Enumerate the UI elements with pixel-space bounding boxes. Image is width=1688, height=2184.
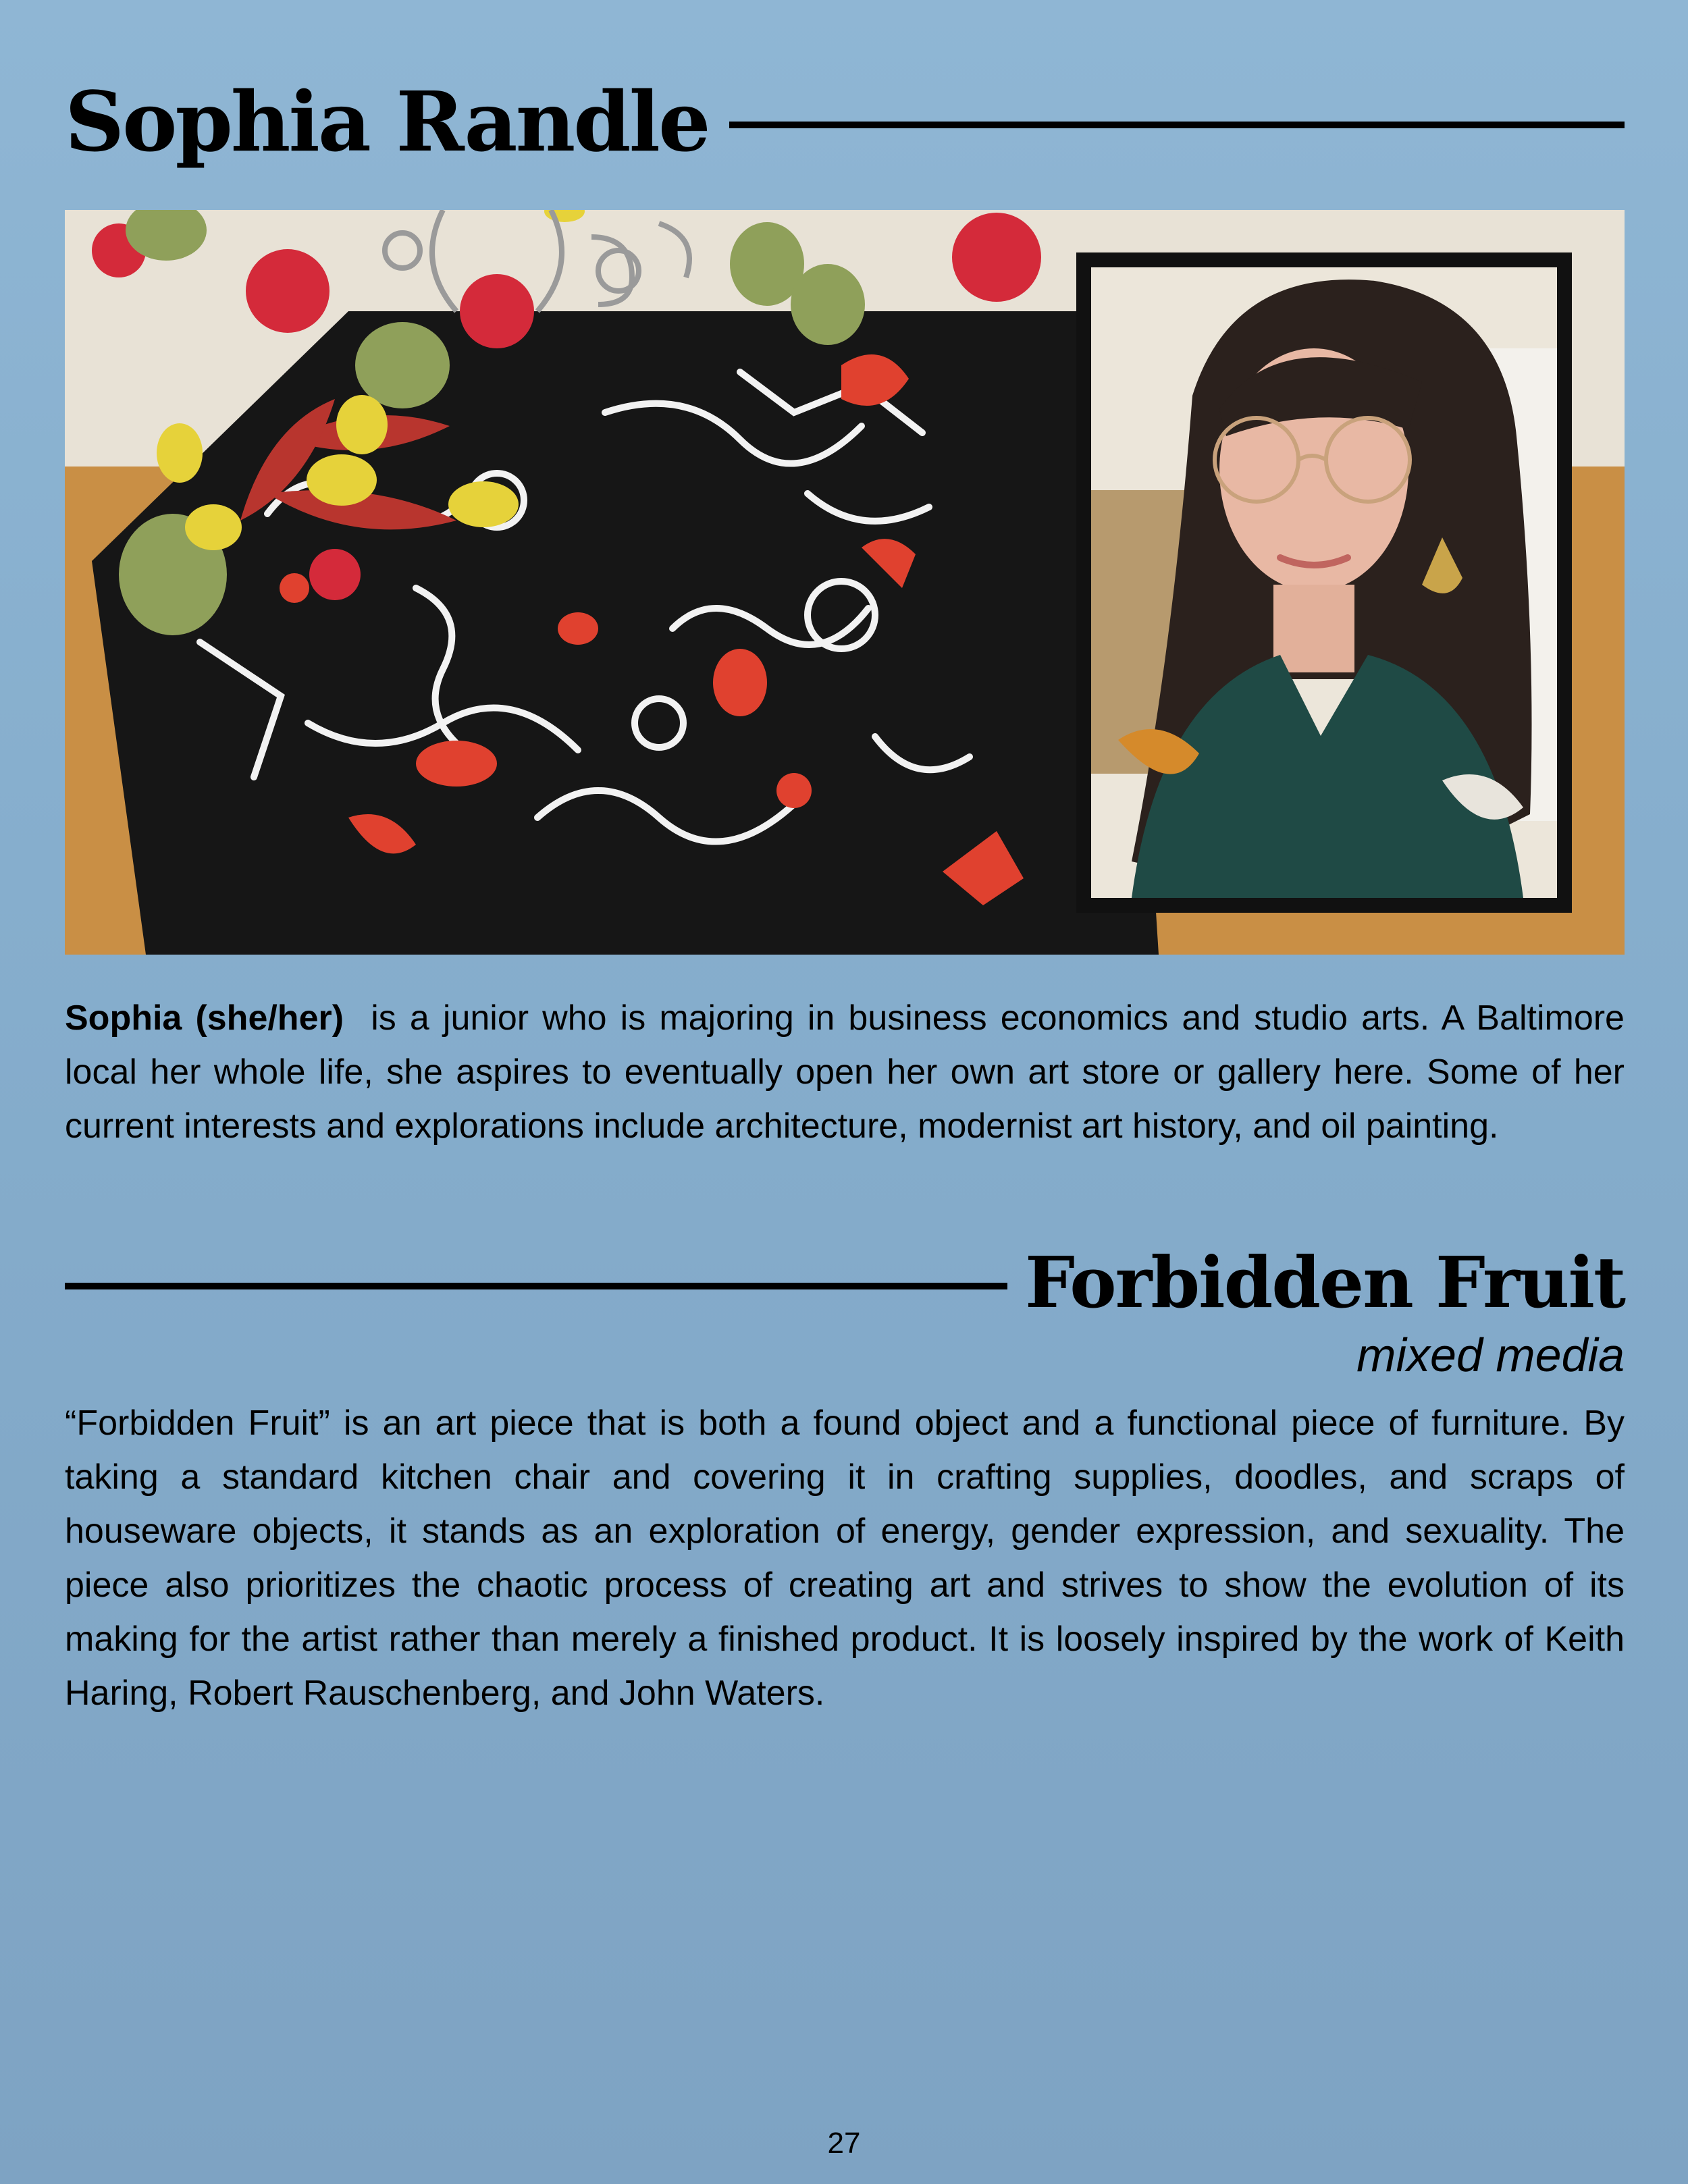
artist-portrait-illustration xyxy=(1091,267,1557,898)
artwork-header xyxy=(65,1235,1625,1330)
artwork-photo xyxy=(65,210,1625,955)
artist-bio xyxy=(65,991,1635,1153)
artwork-title: Forbidden Fruit xyxy=(1025,1241,1625,1324)
artist-bio-name: Sophia (she/her) xyxy=(65,998,344,1038)
header-rule xyxy=(729,122,1625,128)
artwork-medium: mixed media xyxy=(1356,1329,1625,1381)
artwork-header-rule xyxy=(65,1283,1007,1289)
artist-portrait xyxy=(1091,267,1557,898)
artist-header xyxy=(65,68,1625,176)
page-number: 27 xyxy=(827,2127,861,2160)
artist-name: Sophia Randle xyxy=(65,73,709,170)
artist-portrait-frame xyxy=(1076,252,1572,913)
artwork-description: “Forbidden Fruit” is an art piece that is both a found object and a functional piece of furniture. By taking a standard kitchen chair and covering it in crafting supplies, doodles, and scraps of houseware objects, it stands as an exploration of energy, gender expression, and sexuality. The piece also prioritizes the chaotic process of creating art and strives to show the evolution of its making for the artist rather than merely a finished product. It is loosely inspired by the work of Keith Haring, Robert Rauschenberg, and John Waters. xyxy=(65,1404,1625,1713)
artist-bio-text: is a junior who is majoring in business economics and studio arts. A Baltimore local her whole life, she aspires to eventually open her own art store or gallery here. Some of her current interests and explorations include architecture, modernist art history, and oil painting. xyxy=(65,998,1635,1146)
